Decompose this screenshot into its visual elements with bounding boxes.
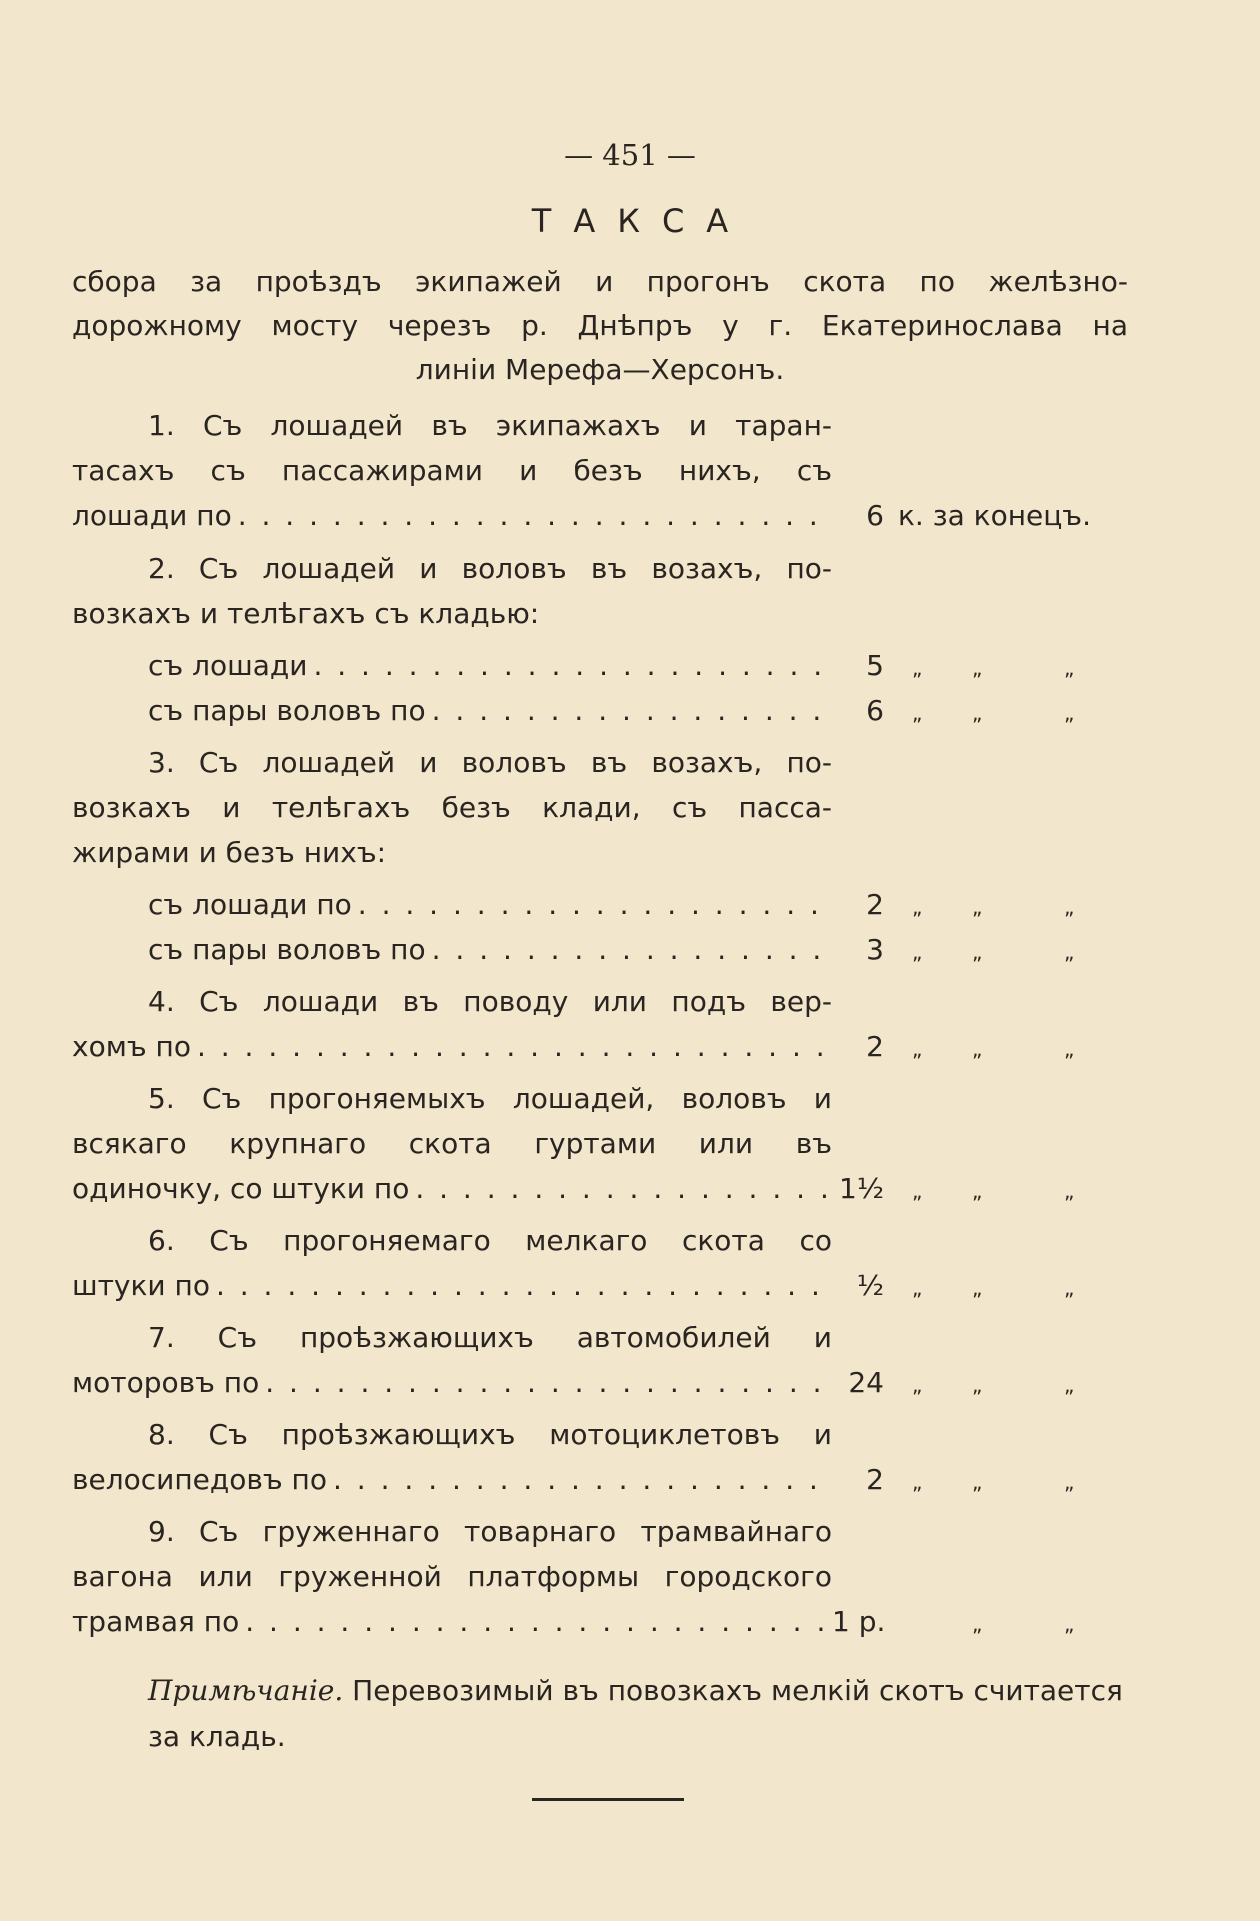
tariff-amount: 3 bbox=[866, 933, 884, 966]
ditto-mark: „ bbox=[972, 1037, 983, 1061]
page-number: — 451 — bbox=[564, 138, 696, 172]
tariff-text-line: 9. Съ груженнаго товарнаго трамвайнаго bbox=[148, 1515, 832, 1548]
ditto-mark: „ bbox=[1064, 895, 1075, 919]
tariff-text-line: возкахъ и телѣгахъ безъ клади, съ пасса- bbox=[72, 791, 832, 824]
ditto-mark: „ bbox=[912, 656, 923, 680]
ditto-mark: „ bbox=[912, 1373, 923, 1397]
tariff-label: трамвая по bbox=[72, 1605, 240, 1638]
tariff-text-line: 1. Съ лошадей въ экипажахъ и таран- bbox=[148, 409, 832, 442]
ditto-mark: „ bbox=[912, 1470, 923, 1494]
ditto-mark: „ bbox=[1064, 1037, 1075, 1061]
tariff-amount: ½ bbox=[856, 1269, 884, 1302]
leader-dots bbox=[239, 1601, 832, 1643]
leader-dots bbox=[210, 1265, 832, 1307]
ditto-mark: „ bbox=[1064, 1179, 1075, 1203]
leader-dots bbox=[426, 690, 832, 732]
tariff-amount: 6 bbox=[866, 499, 884, 532]
ditto-mark: „ bbox=[912, 895, 923, 919]
tariff-text-line: тасахъ съ пассажирами и безъ нихъ, съ bbox=[72, 454, 832, 487]
ditto-mark: „ bbox=[1064, 656, 1075, 680]
ditto-mark: „ bbox=[972, 1470, 983, 1494]
tariff-row bbox=[72, 1601, 884, 1643]
ditto-mark: „ bbox=[912, 701, 923, 725]
ditto-mark: „ bbox=[1064, 701, 1075, 725]
ditto-mark: „ bbox=[912, 1037, 923, 1061]
subtitle-line: дорожному мосту черезъ р. Днѣпръ у г. Екатеринослава на bbox=[72, 309, 1128, 342]
tariff-label: лошади по bbox=[72, 499, 232, 532]
subtitle-line: линіи Мерефа—Херсонъ. bbox=[415, 353, 785, 386]
tariff-text-line: 2. Съ лошадей и воловъ въ возахъ, по- bbox=[148, 552, 832, 585]
ditto-mark: „ bbox=[1064, 1470, 1075, 1494]
ditto-mark: „ bbox=[912, 1179, 923, 1203]
ditto-mark: „ bbox=[912, 1276, 923, 1300]
ditto-mark: „ bbox=[972, 1276, 983, 1300]
tariff-text-line: возкахъ и телѣгахъ съ кладью: bbox=[72, 597, 540, 630]
tariff-amount: 24 bbox=[848, 1366, 884, 1399]
tariff-label: съ лошади bbox=[148, 649, 308, 682]
tariff-amount: 1½ bbox=[839, 1172, 884, 1205]
ditto-mark: „ bbox=[1064, 1612, 1075, 1636]
tariff-text-line: всякаго крупнаго скота гуртами или въ bbox=[72, 1127, 832, 1160]
ditto-mark: „ bbox=[972, 656, 983, 680]
tariff-label: велосипедовъ по bbox=[72, 1463, 327, 1496]
leader-dots bbox=[327, 1459, 832, 1501]
ditto-mark: „ bbox=[1064, 940, 1075, 964]
tariff-row bbox=[72, 1459, 884, 1501]
ditto-mark: „ bbox=[972, 940, 983, 964]
tariff-text-line: 6. Съ прогоняемаго мелкаго скота со bbox=[148, 1224, 832, 1257]
divider bbox=[532, 1798, 684, 1801]
tariff-text-line: жирами и безъ нихъ: bbox=[72, 836, 387, 869]
subtitle bbox=[72, 260, 1128, 392]
tariff-label: одиночку, со штуки по bbox=[72, 1172, 410, 1205]
ditto-mark: „ bbox=[972, 1612, 983, 1636]
tariff-row bbox=[72, 1265, 884, 1307]
leader-dots bbox=[409, 1168, 832, 1210]
tariff-row bbox=[148, 645, 884, 687]
note bbox=[148, 1668, 1138, 1760]
ditto-mark: „ bbox=[1064, 1276, 1075, 1300]
page-title: ТАКСА bbox=[531, 202, 751, 240]
leader-dots bbox=[426, 929, 832, 971]
tariff-row bbox=[72, 1026, 884, 1068]
tariff-row bbox=[72, 1168, 884, 1210]
note-label: Примѣчаніе. bbox=[148, 1674, 344, 1707]
leader-dots bbox=[352, 884, 832, 926]
tariff-label: съ пары воловъ по bbox=[148, 933, 426, 966]
tariff-rate: к. за конецъ. bbox=[898, 499, 1091, 532]
tariff-amount: 6 bbox=[866, 694, 884, 727]
tariff-text-line: 5. Съ прогоняемыхъ лошадей, воловъ и bbox=[148, 1082, 832, 1115]
tariff-text-line: вагона или груженной платформы городского bbox=[72, 1560, 832, 1593]
ditto-mark: „ bbox=[972, 895, 983, 919]
tariff-amount: 2 bbox=[866, 888, 884, 921]
tariff-row bbox=[72, 1362, 884, 1404]
tariff-text-line: 4. Съ лошади въ поводу или подъ вер- bbox=[148, 985, 832, 1018]
tariff-row bbox=[148, 690, 884, 732]
tariff-label: съ пары воловъ по bbox=[148, 694, 426, 727]
leader-dots bbox=[232, 495, 832, 537]
tariff-label: моторовъ по bbox=[72, 1366, 260, 1399]
tariff-amount: 1 р. bbox=[832, 1605, 886, 1638]
leader-dots bbox=[307, 645, 832, 687]
tariff-text-line: 3. Съ лошадей и воловъ въ возахъ, по- bbox=[148, 746, 832, 779]
ditto-mark: „ bbox=[1064, 1373, 1075, 1397]
tariff-row bbox=[148, 929, 884, 971]
tariff-amount: 2 bbox=[866, 1030, 884, 1063]
ditto-mark: „ bbox=[912, 940, 923, 964]
tariff-label: хомъ по bbox=[72, 1030, 191, 1063]
ditto-mark: „ bbox=[972, 1179, 983, 1203]
tariff-amount: 5 bbox=[866, 649, 884, 682]
tariff-label: штуки по bbox=[72, 1269, 210, 1302]
tariff-row bbox=[72, 495, 884, 537]
tariff-amount: 2 bbox=[866, 1463, 884, 1496]
note-text: Перевозимый въ повозкахъ мелкій скотъ считается за кладь. bbox=[148, 1674, 1123, 1753]
tariff-text-line: 8. Съ проѣзжающихъ мотоциклетовъ и bbox=[148, 1418, 832, 1451]
leader-dots bbox=[191, 1026, 832, 1068]
subtitle-line: сбора за проѣздъ экипажей и прогонъ скота по желѣзно- bbox=[72, 265, 1128, 298]
tariff-text-line: 7. Съ проѣзжающихъ автомобилей и bbox=[148, 1321, 832, 1354]
ditto-mark: „ bbox=[972, 701, 983, 725]
leader-dots bbox=[259, 1362, 832, 1404]
tariff-row bbox=[148, 884, 884, 926]
tariff-label: съ лошади по bbox=[148, 888, 352, 921]
ditto-mark: „ bbox=[972, 1373, 983, 1397]
